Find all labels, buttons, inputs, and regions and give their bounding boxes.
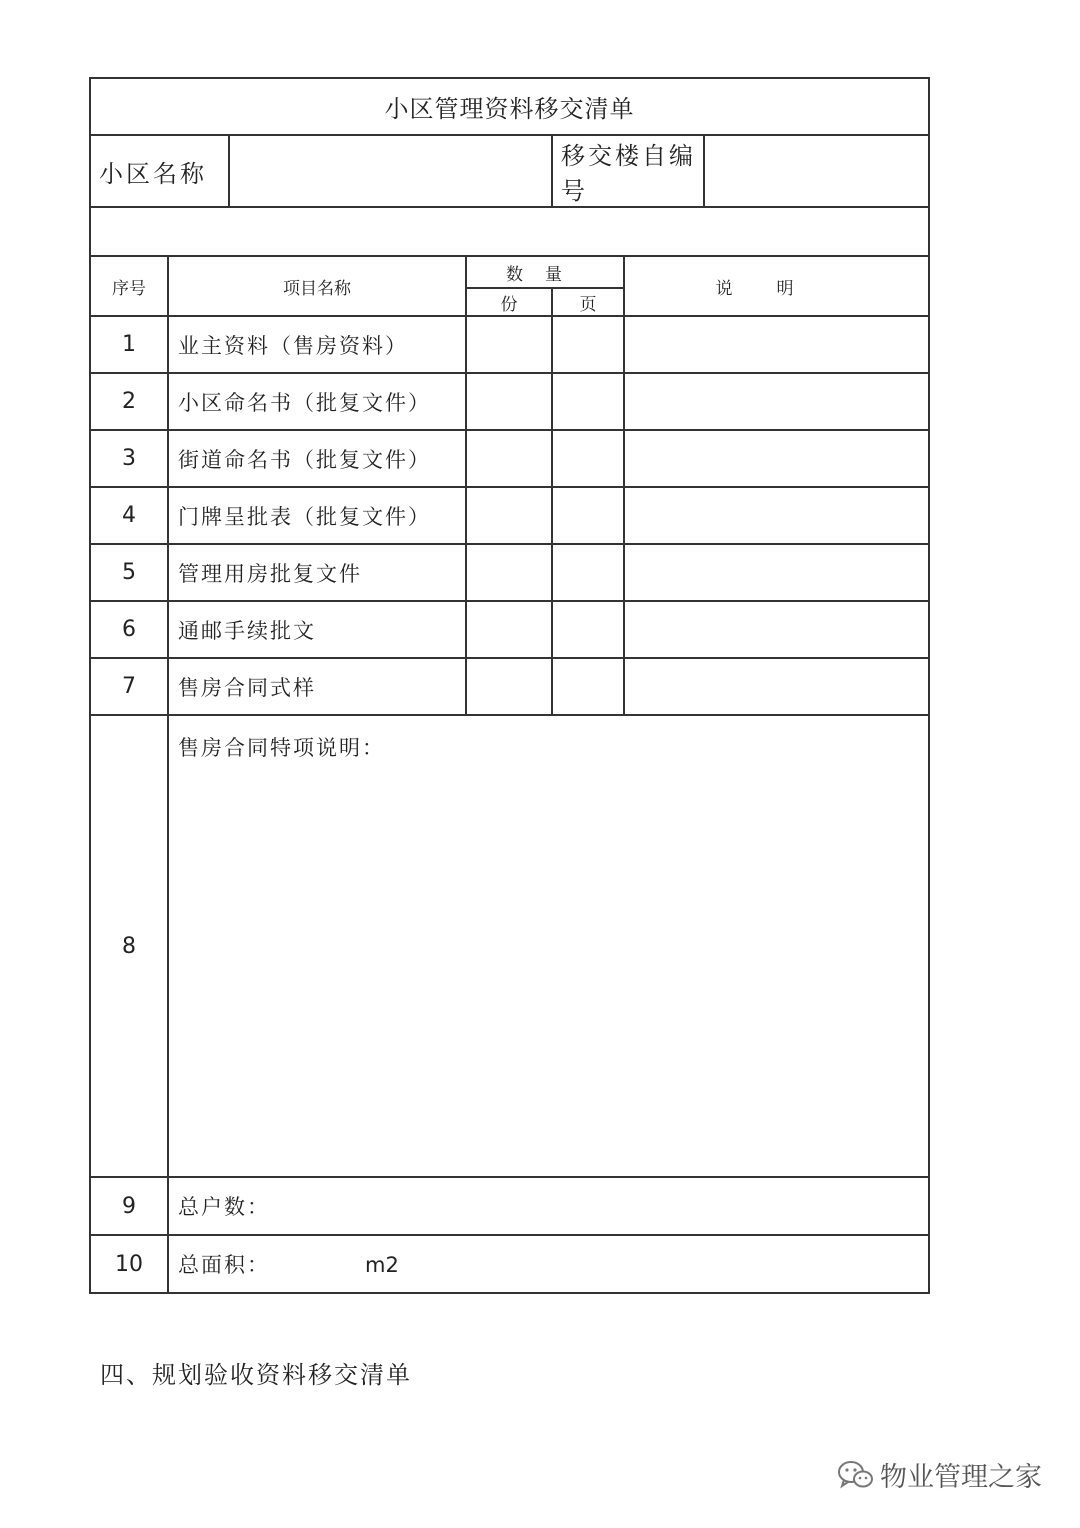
header-pages: 页 <box>552 288 624 316</box>
row-item-name: 小区命名书（批复文件） <box>168 373 466 430</box>
total-area-label: 总面积： <box>178 1253 270 1277</box>
header-copies: 份 <box>466 288 552 316</box>
building-number-label: 移交楼自编号 <box>552 135 704 207</box>
table-row <box>90 316 929 373</box>
building-number-field[interactable] <box>704 135 929 207</box>
section-title: 四、规划验收资料移交清单 <box>100 1361 412 1389</box>
row-number: 6 <box>90 601 168 658</box>
copies-cell[interactable] <box>466 601 552 658</box>
community-name-field[interactable] <box>229 135 552 207</box>
watermark <box>836 1455 1042 1494</box>
row-number: 9 <box>90 1177 168 1235</box>
sales-contract-notes-cell[interactable]: 售房合同特项说明： <box>168 715 929 1177</box>
header-quantity: 数量 <box>466 256 624 288</box>
notes-cell[interactable] <box>624 487 929 544</box>
row-number: 2 <box>90 373 168 430</box>
table-title: 小区管理资料移交清单 <box>90 78 929 135</box>
row-item-name: 街道命名书（批复文件） <box>168 430 466 487</box>
notes-cell[interactable] <box>624 373 929 430</box>
handover-table <box>89 77 930 1294</box>
community-name-label: 小区名称 <box>90 135 229 207</box>
table-row <box>90 601 929 658</box>
blank-row <box>90 207 929 256</box>
row-number: 5 <box>90 544 168 601</box>
notes-cell[interactable] <box>624 430 929 487</box>
table-row <box>90 487 929 544</box>
header-seq: 序号 <box>90 256 168 316</box>
copies-cell[interactable] <box>466 316 552 373</box>
header-notes: 说明 <box>624 256 929 316</box>
row-item-name: 业主资料（售房资料） <box>168 316 466 373</box>
row-number: 8 <box>90 715 168 1177</box>
table-row <box>90 715 929 1177</box>
pages-cell[interactable] <box>552 658 624 715</box>
notes-cell[interactable] <box>624 658 929 715</box>
copies-cell[interactable] <box>466 487 552 544</box>
row-item-name: 门牌呈批表（批复文件） <box>168 487 466 544</box>
table-row <box>90 658 929 715</box>
pages-cell[interactable] <box>552 373 624 430</box>
table-row <box>90 1235 929 1293</box>
pages-cell[interactable] <box>552 544 624 601</box>
table-row <box>90 430 929 487</box>
copies-cell[interactable] <box>466 658 552 715</box>
table-row <box>90 1177 929 1235</box>
notes-cell[interactable] <box>624 544 929 601</box>
copies-cell[interactable] <box>466 373 552 430</box>
pages-cell[interactable] <box>552 601 624 658</box>
row-item-name: 售房合同式样 <box>168 658 466 715</box>
row-number: 1 <box>90 316 168 373</box>
row-item-name: 通邮手续批文 <box>168 601 466 658</box>
copies-cell[interactable] <box>466 544 552 601</box>
header-item-name: 项目名称 <box>168 256 466 316</box>
row-number: 7 <box>90 658 168 715</box>
watermark-text: 物业管理之家 <box>880 1462 1042 1493</box>
table-row <box>90 373 929 430</box>
row-item-name: 管理用房批复文件 <box>168 544 466 601</box>
pages-cell[interactable] <box>552 430 624 487</box>
row-number: 10 <box>90 1235 168 1293</box>
row-number: 3 <box>90 430 168 487</box>
pages-cell[interactable] <box>552 316 624 373</box>
total-area-cell[interactable] <box>168 1235 929 1293</box>
pages-cell[interactable] <box>552 487 624 544</box>
total-households-cell[interactable]: 总户数： <box>168 1177 929 1235</box>
table-row <box>90 544 929 601</box>
copies-cell[interactable] <box>466 430 552 487</box>
notes-cell[interactable] <box>624 601 929 658</box>
wechat-icon <box>836 1458 874 1492</box>
notes-cell[interactable] <box>624 316 929 373</box>
row-number: 4 <box>90 487 168 544</box>
area-unit: m2 <box>365 1253 399 1277</box>
